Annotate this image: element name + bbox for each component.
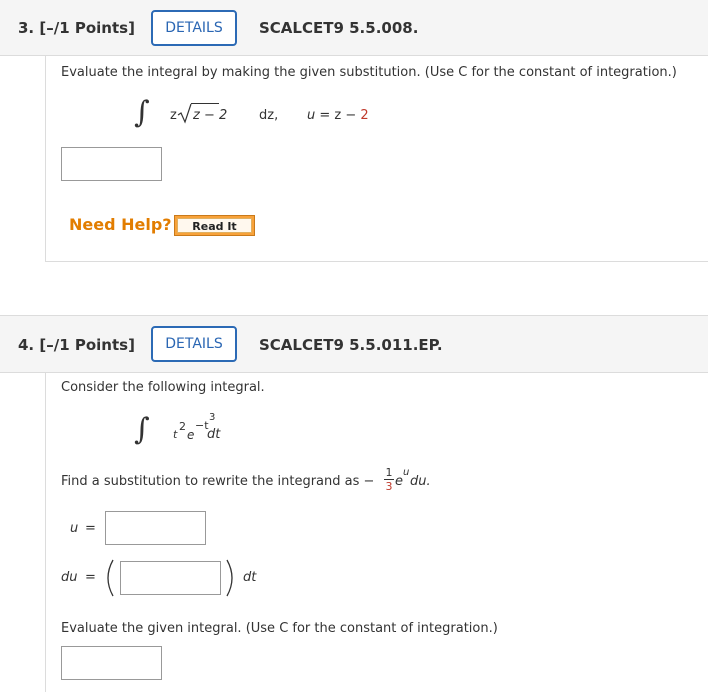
differential-dt: dt: [207, 427, 221, 442]
question-4-prompt: Consider the following integral.: [61, 380, 265, 395]
question-3-answer-input[interactable]: [61, 147, 162, 181]
integral-sign: ∫: [134, 412, 150, 447]
u-label: u: [70, 521, 79, 536]
question-3-prompt: Evaluate the integral by making the given substitution. (Use C for the constant of integration.): [61, 65, 677, 80]
exponent-2: 2: [179, 420, 186, 433]
question-4-details-button[interactable]: DETAILS: [151, 326, 237, 362]
sqrt-icon: [177, 102, 193, 124]
evaluate-prompt: Evaluate the given integral. (Use C for the constant of integration.): [61, 621, 498, 636]
du-input[interactable]: [120, 561, 221, 595]
question-3-code: SCALCET9 5.5.008.: [259, 19, 419, 37]
exponent-neg-t: −t: [195, 419, 209, 432]
fraction-denominator: 3: [385, 480, 393, 493]
question-3-header: [0, 0, 708, 56]
right-paren-icon: [224, 558, 238, 598]
integrand-e: e: [187, 428, 195, 442]
eu-u: u: [403, 467, 410, 478]
read-it-button[interactable]: [174, 215, 255, 236]
du-label: du: [61, 570, 78, 585]
question-3-points: 3. [–/1 Points]: [18, 19, 135, 37]
read-it-label: Read It: [177, 218, 252, 233]
question-3-details-button[interactable]: DETAILS: [151, 10, 237, 46]
integrand-z: z: [170, 108, 177, 123]
du-equals: =: [85, 570, 96, 585]
question-3-body: [45, 56, 708, 262]
find-substitution-text: Find a substitution to rewrite the integrand as −: [61, 474, 375, 489]
exponent-3: 3: [209, 412, 216, 423]
eu-e: e: [395, 474, 403, 489]
integrand-t: t: [173, 428, 178, 441]
du-text: du.: [410, 474, 431, 489]
integral-sign: ∫: [134, 95, 150, 130]
fraction-numerator: 1: [385, 466, 393, 479]
question-4-header: [0, 315, 708, 373]
question-4-body: [45, 373, 708, 692]
left-paren-icon: [102, 558, 116, 598]
dt-label: dt: [243, 570, 257, 585]
u-equals: =: [85, 521, 96, 536]
question-4-code: SCALCET9 5.5.011.EP.: [259, 336, 443, 354]
radicand: z − 2: [193, 108, 228, 123]
sqrt-overline: [191, 103, 219, 104]
question-4-answer-input[interactable]: [61, 646, 162, 680]
u-input[interactable]: [105, 511, 206, 545]
question-4-points: 4. [–/1 Points]: [18, 336, 135, 354]
substitution: u = z − 2: [307, 108, 369, 123]
need-help-label: Need Help?: [69, 215, 172, 234]
differential-dz: dz,: [259, 108, 279, 123]
